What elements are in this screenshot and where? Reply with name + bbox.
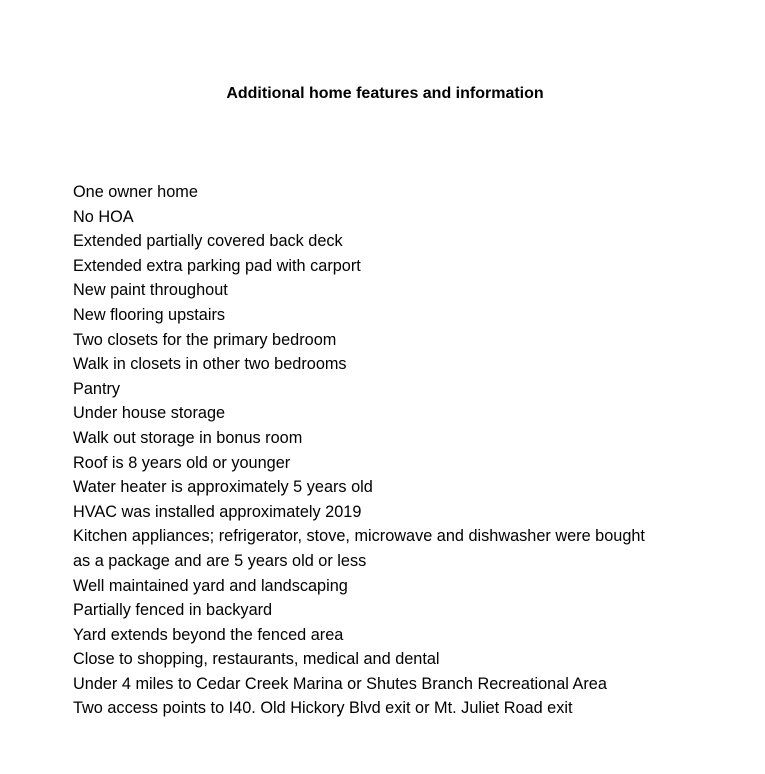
feature-item: No HOA [73,207,134,226]
feature-item: HVAC was installed approximately 2019 [73,502,362,521]
feature-item: Two closets for the primary bedroom [73,330,337,349]
feature-item: Water heater is approximately 5 years old [73,478,373,497]
feature-item: Extended partially covered back deck [73,232,343,251]
feature-item: Close to shopping, restaurants, medical and dental [73,650,440,669]
feature-item: New flooring upstairs [73,305,226,324]
feature-item: One owner home [73,183,198,201]
document-title: Additional home features and information [226,85,544,102]
feature-item: Extended extra parking pad with carport [73,256,361,275]
feature-item: Walk in closets in other two bedrooms [73,355,347,374]
feature-item: Partially fenced in backyard [73,601,273,620]
feature-item: Pantry [73,379,121,398]
feature-item: Two access points to I40. Old Hickory Blvd exit or Mt. Juliet Road exit [73,699,573,718]
feature-item: Well maintained yard and landscaping [73,576,348,595]
feature-item: Kitchen appliances; refrigerator, stove, microwave and dishwasher were bought [73,527,645,546]
feature-item: New paint throughout [73,281,228,300]
feature-item: Under house storage [73,404,226,423]
feature-item: Walk out storage in bonus room [73,428,303,447]
feature-list [73,180,753,721]
feature-item-continuation: as a package and are 5 years old or less [73,551,367,570]
feature-item: Roof is 8 years old or younger [73,453,291,472]
feature-item: Yard extends beyond the fenced area [73,625,344,644]
feature-item: Under 4 miles to Cedar Creek Marina or Shutes Branch Recreational Area [73,674,607,693]
